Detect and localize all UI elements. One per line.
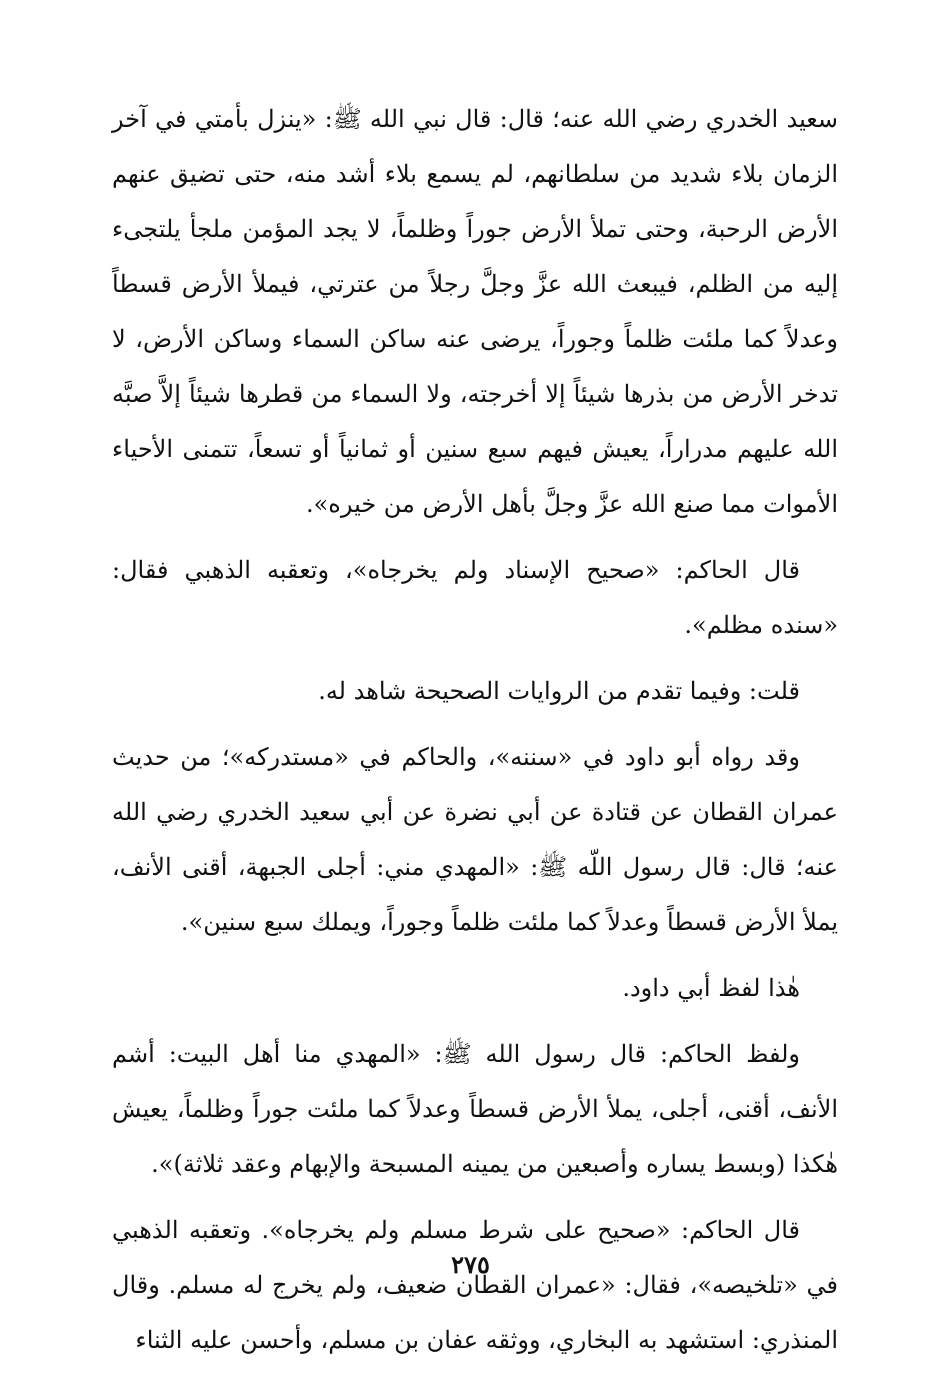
paragraph-abu-dawud-wording: هٰذا لفظ أبي داود. (622, 974, 800, 1002)
paragraph-hakim-grading: قال الحاكم: «صحيح الإسناد ولم يخرجاه»، وتعقبه الذهبي فقال: «سنده مظلم». (112, 556, 838, 639)
paragraph-hakim-wording: ولفظ الحاكم: قال رسول الله ﷺ: «المهدي منا أهل البيت: أشم الأنف، أقنى، أجلى، يملأ الأرض قسطاً وعدلاً كما ملئت جوراً وظلماً، يعيش هٰكذا (وبسط يساره وأصبعين من يمينه المسبحة والإبهام وعقد ثلاثة)». (112, 1040, 838, 1178)
page-number: ٢٧٥ (451, 1250, 490, 1279)
paragraph-hakim-dhahabi-mundhiri: قال الحاكم: «صحيح على شرط مسلم ولم يخرجاه». وتعقبه الذهبي في «تلخيصه»، فقال: «عمران القطان ضعيف، ولم يخرج له مسلم. وقال المنذري: استشهد به البخاري، ووثقه عفان بن مسلم، وأحسن عليه الثناء (112, 1216, 838, 1354)
paragraph-hadith-text: سعيد الخدري رضي الله عنه؛ قال: قال نبي الله ﷺ: «ينزل بأمتي في آخر الزمان بلاء شديد من سلطانهم، لم يسمع بلاء أشد منه، حتى تضيق عنهم الأرض الرحبة، وحتى تملأ الأرض جوراً وظلماً، لا يجد المؤمن ملجأ يلتجىء إليه من الظلم، فيبعث الله عزَّ وجلَّ رجلاً من عترتي، فيملأ الأرض قسطاً وعدلاً كما ملئت ظلماً وجوراً، يرضى عنه ساكن السماء وساكن الأرض، لا تدخر الأرض من بذرها شيئاً إلا أخرجته، ولا السماء من قطرها شيئاً إلاَّ صبَّه الله عليهم مدراراً، يعيش فيهم سبع سنين أو ثمانياً أو تسعاً، تتمنى الأحياء الأموات مما صنع الله عزَّ وجلَّ بأهل الأرض من خيره». (112, 105, 839, 518)
paragraph-abu-dawud-narration: وقد رواه أبو داود في «سننه»، والحاكم في «مستدركه»؛ من حديث عمران القطان عن قتادة عن أبي نضرة عن أبي سعيد الخدري رضي الله عنه؛ قال: قال رسول اللّه ﷺ: «المهدي مني: أجلى الجبهة، أقنى الأنف، يملأ الأرض قسطاً وعدلاً كما ملئت ظلماً وجوراً، ويملك سبع سنين». (112, 743, 838, 936)
paragraph-author-comment: قلت: وفيما تقدم من الروايات الصحيحة شاهد له. (318, 677, 800, 705)
body-text (112, 92, 838, 1368)
